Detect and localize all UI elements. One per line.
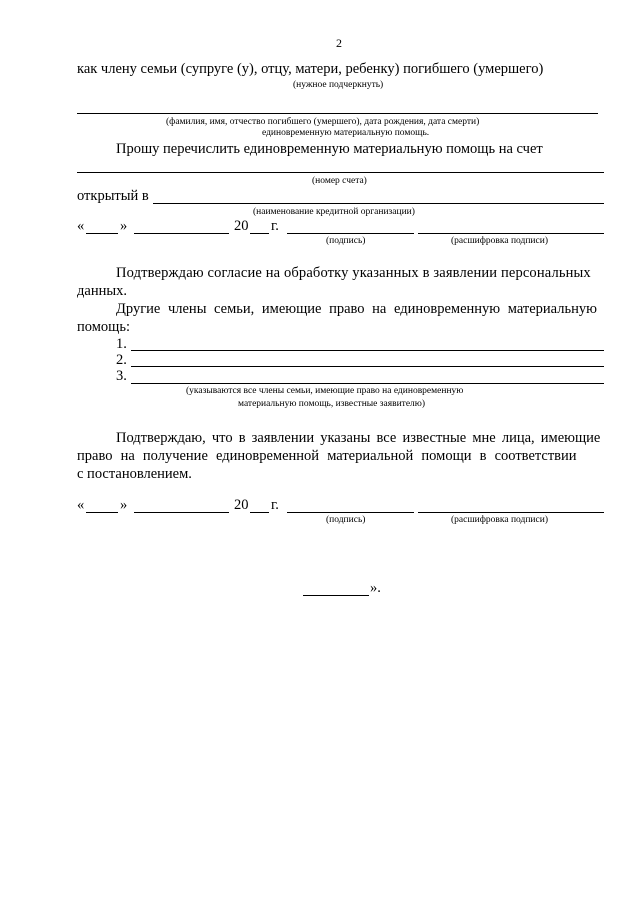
confirm-text: Подтверждаю, что в заявлении указаны все известные мне лица, имеющие: [116, 430, 601, 446]
date-day-field-2[interactable]: [86, 512, 118, 513]
hint-family-2: материальную помощь, известные заявителю): [238, 399, 426, 409]
hint-deceased-2: единовременную материальную помощь.: [262, 128, 430, 138]
date-close-quote: »: [120, 218, 128, 234]
closing-end: ».: [370, 580, 381, 596]
year-prefix: 20: [234, 218, 249, 234]
hint-signature: (подпись): [326, 236, 366, 246]
hint-family: (указываются все члены семьи, имеющие право на единовременную: [186, 386, 464, 396]
hint-underline: (нужное подчеркнуть): [293, 80, 384, 90]
closing-field[interactable]: [303, 595, 369, 596]
account-number-field[interactable]: [77, 172, 604, 173]
hint-signature-decode: (расшифровка подписи): [451, 515, 548, 525]
confirm-text-3: с постановлением.: [77, 466, 192, 482]
hint-account: (номер счета): [312, 176, 367, 186]
hint-signature-decode: (расшифровка подписи): [451, 236, 548, 246]
family-item-number: 1.: [116, 336, 127, 352]
consent-text-2: данных.: [77, 283, 127, 299]
date-month-field[interactable]: [134, 233, 229, 234]
opened-in-label: открытый в: [77, 188, 149, 204]
page-number: 2: [336, 36, 342, 50]
date-open-quote: «: [77, 497, 85, 513]
date-close-quote: »: [120, 497, 128, 513]
hint-bank: (наименование кредитной организации): [253, 207, 415, 217]
signature-field[interactable]: [287, 233, 414, 234]
date-year-field[interactable]: [250, 233, 269, 234]
bank-name-field[interactable]: [153, 203, 604, 204]
date-open-quote: «: [77, 218, 85, 234]
family-item-number: 2.: [116, 352, 127, 368]
hint-deceased: (фамилия, имя, отчество погибшего (умершего), дата рождения, дата смерти): [166, 117, 480, 127]
date-month-field-2[interactable]: [134, 512, 229, 513]
family-member-field-3[interactable]: [131, 383, 604, 384]
family-text: Другие члены семьи, имеющие право на единовременную материальную: [116, 301, 597, 317]
deceased-name-field[interactable]: [77, 113, 598, 114]
hint-signature: (подпись): [326, 515, 366, 525]
family-item-number: 3.: [116, 368, 127, 384]
signature-field-2[interactable]: [287, 512, 414, 513]
consent-text: Подтверждаю согласие на обработку указанных в заявлении персональных: [116, 265, 591, 281]
date-day-field[interactable]: [86, 233, 118, 234]
family-relation-line: как члену семьи (супруге (у), отцу, матери, ребенку) погибшего (умершего): [77, 61, 544, 77]
request-account-text: Прошу перечислить единовременную материальную помощь на счет: [116, 141, 543, 157]
year-prefix: 20: [234, 497, 249, 513]
family-member-field-1[interactable]: [131, 350, 604, 351]
confirm-text-2: право на получение единовременной материальной помощи в соответствии: [77, 448, 577, 464]
family-text-2: помощь:: [77, 319, 130, 335]
signature-decode-field-2[interactable]: [418, 512, 604, 513]
year-suffix: г.: [271, 497, 279, 513]
date-year-field-2[interactable]: [250, 512, 269, 513]
year-suffix: г.: [271, 218, 279, 234]
family-member-field-2[interactable]: [131, 366, 604, 367]
signature-decode-field[interactable]: [418, 233, 604, 234]
